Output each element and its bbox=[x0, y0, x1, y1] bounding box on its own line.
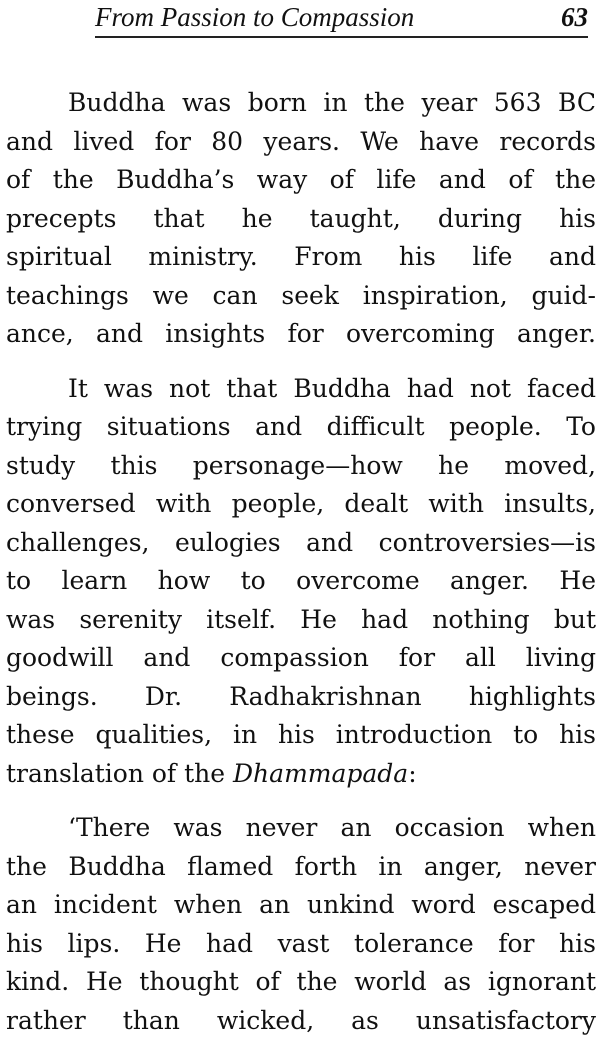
text-line: ‘There was never an occasion when bbox=[6, 809, 596, 848]
text-line: study this personage—how he moved, bbox=[6, 447, 596, 486]
text-line: Buddha was born in the year 563 BC bbox=[6, 84, 596, 123]
text-line: spiritual ministry. From his life and bbox=[6, 238, 596, 277]
book-title: Dhammapada bbox=[233, 759, 408, 788]
paragraph bbox=[6, 809, 596, 1040]
text-line: precepts that he taught, during his bbox=[6, 200, 596, 239]
text-line: It was not that Buddha had not faced bbox=[6, 370, 596, 409]
text-line: these qualities, in his introduction to his bbox=[6, 716, 596, 755]
text-line: kind. He thought of the world as ignorant bbox=[6, 963, 596, 1002]
text-fragment: translation of the bbox=[6, 759, 233, 788]
body-text bbox=[6, 84, 596, 1040]
text-line: goodwill and compassion for all living bbox=[6, 639, 596, 678]
text-line: and lived for 80 years. We have records bbox=[6, 123, 596, 162]
text-line: teachings we can seek inspiration, guid- bbox=[6, 277, 596, 316]
text-line: challenges, eulogies and controversies—is bbox=[6, 524, 596, 563]
text-line: was serenity itself. He had nothing but bbox=[6, 601, 596, 640]
text-line: the Buddha flamed forth in anger, never bbox=[6, 848, 596, 887]
text-line: an incident when an unkind word escaped bbox=[6, 886, 596, 925]
punctuation: : bbox=[408, 759, 416, 788]
paragraph bbox=[6, 84, 596, 354]
text-line bbox=[6, 755, 596, 794]
text-line: of the Buddha’s way of life and of the bbox=[6, 161, 596, 200]
text-line: his lips. He had vast tolerance for his bbox=[6, 925, 596, 964]
text-line: trying situations and difficult people. To bbox=[6, 408, 596, 447]
running-title: From Passion to Compassion bbox=[95, 0, 414, 34]
text-line: to learn how to overcome anger. He bbox=[6, 562, 596, 601]
paragraph bbox=[6, 370, 596, 794]
text-line: ance, and insights for overcoming anger. bbox=[6, 315, 596, 354]
text-line: rather than wicked, as unsatisfactory bbox=[6, 1002, 596, 1040]
running-header bbox=[95, 0, 588, 38]
text-line: conversed with people, dealt with insults, bbox=[6, 485, 596, 524]
page-number: 63 bbox=[561, 0, 588, 34]
text-line: beings. Dr. Radhakrishnan highlights bbox=[6, 678, 596, 717]
